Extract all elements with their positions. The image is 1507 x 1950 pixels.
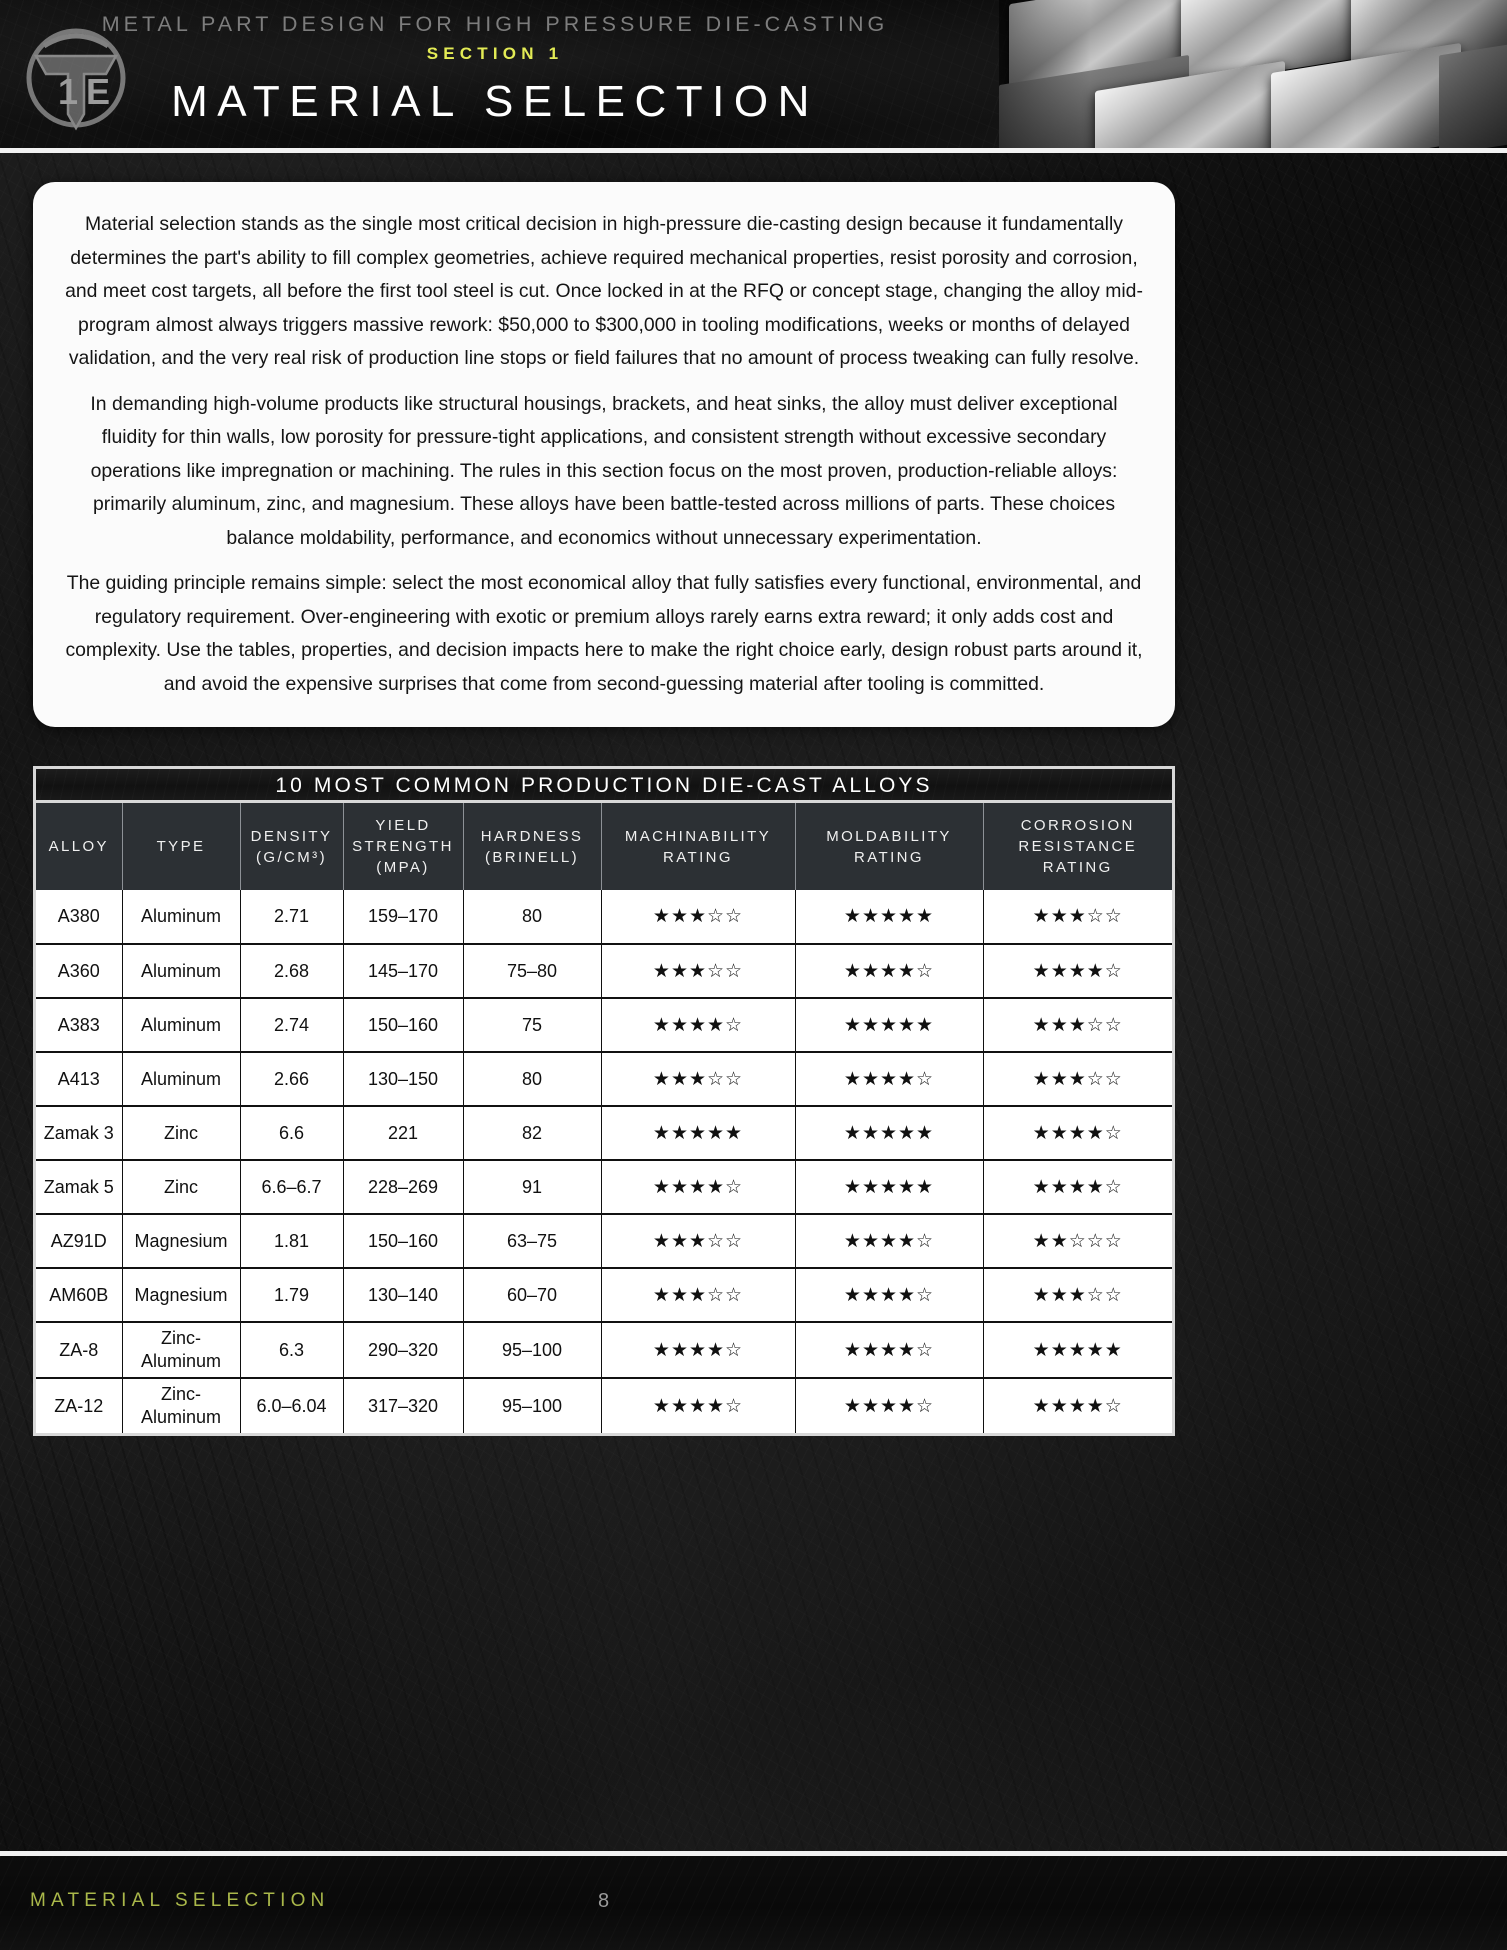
intro-paragraph-2: In demanding high-volume products like structural housings, brackets, and heat sinks, the alloy must deliver exceptional fluidity for thin walls, low porosity for pressure-tight applications, and consistent strength without excessive secondary operations like impregnation or machining. The rules in this section focus on the most proven, production-reliable alloys: primarily aluminum, zinc, and magnesium. These alloys have been battle-tested across millions of parts. These choices balance moldability, performance, and economics without unnecessary experimentation. [90, 392, 1118, 549]
cell-corrosion-stars: ★★★★☆ [1032, 1122, 1123, 1144]
cell-corrosion [983, 1322, 1172, 1378]
cell-density: 2.74 [240, 998, 343, 1052]
cell-alloy: A360 [36, 944, 122, 998]
column-header-type [122, 803, 240, 890]
cell-density: 6.0–6.04 [240, 1378, 343, 1433]
cell-corrosion-stars: ★★★★☆ [1032, 1176, 1123, 1198]
cell-moldability-stars: ★★★★☆ [843, 1230, 935, 1252]
cell-type: Zinc [122, 1106, 240, 1160]
cell-moldability-stars: ★★★★☆ [843, 1339, 935, 1361]
column-header-moldability [795, 803, 983, 890]
cell-machinability-stars: ★★★★☆ [652, 1395, 744, 1417]
cell-moldability-stars: ★★★★☆ [843, 1284, 935, 1306]
cell-machinability [601, 1378, 795, 1433]
intro-paragraph-1: Material selection stands as the single most critical decision in high-pressure die-casting design because it fundamentally determines the part's ability to fill complex geometries, achieve required mechanical properties, resist porosity and corrosion, and meet cost targets, all before the first tool steel is cut. Once locked in at the RFQ or concept stage, changing the alloy mid-program almost always triggers massive rework: $50,000 to $300,000 in tooling modifications, weeks or months of delayed validation, and the very real risk of production line stops or field failures that no amount of process tweaking can fully resolve. [65, 213, 1143, 369]
cell-corrosion-stars: ★★★☆☆ [1032, 1284, 1123, 1306]
cell-alloy: Zamak 5 [36, 1160, 122, 1214]
cell-hardness: 80 [463, 1052, 601, 1106]
column-header-yield-line-1: YIELD [375, 817, 431, 834]
cell-machinability [601, 890, 795, 944]
cell-machinability [601, 1052, 795, 1106]
cell-density: 1.81 [240, 1214, 343, 1268]
cell-alloy: A413 [36, 1052, 122, 1106]
cell-moldability [795, 1378, 983, 1433]
cell-machinability-stars: ★★★☆☆ [652, 960, 744, 982]
table-row [36, 998, 1172, 1052]
cell-corrosion [983, 1160, 1172, 1214]
cell-machinability-stars: ★★★★☆ [652, 1014, 744, 1036]
cell-corrosion [983, 890, 1172, 944]
cell-type: Zinc-Aluminum [122, 1378, 240, 1433]
svg-text:1: 1 [58, 71, 79, 112]
column-header-machinability-line-2: RATING [663, 848, 733, 866]
cell-machinability-stars: ★★★☆☆ [652, 906, 744, 927]
table-row [36, 944, 1172, 998]
cell-corrosion-stars: ★★★☆☆ [1032, 1068, 1123, 1090]
cell-moldability-stars: ★★★★★ [843, 906, 935, 927]
table-row [36, 1268, 1172, 1322]
column-header-corrosion-line-3: RATING [1042, 859, 1113, 876]
cell-density: 2.68 [240, 944, 343, 998]
cell-type: Aluminum [122, 890, 240, 944]
cell-moldability-stars: ★★★★★ [843, 1176, 935, 1198]
cell-hardness: 95–100 [463, 1378, 601, 1433]
cell-moldability [795, 890, 983, 944]
cell-yield-strength: 159–170 [343, 890, 463, 944]
cell-corrosion-stars: ★★★☆☆ [1032, 906, 1123, 927]
column-header-machinability [601, 803, 795, 890]
cell-moldability [795, 998, 983, 1052]
cell-yield-strength: 317–320 [343, 1378, 463, 1433]
cell-machinability [601, 1268, 795, 1322]
cell-corrosion-stars: ★★★★☆ [1032, 960, 1123, 982]
column-header-density-line-1: DENSITY [250, 827, 333, 845]
header-section-label: SECTION 1 [426, 44, 564, 63]
cell-type: Magnesium [122, 1268, 240, 1322]
page-header [0, 0, 1507, 153]
cell-type: Aluminum [122, 998, 240, 1052]
cell-machinability [601, 1106, 795, 1160]
cell-machinability [601, 1214, 795, 1268]
table-row [36, 1378, 1172, 1433]
cell-yield-strength: 150–160 [343, 998, 463, 1052]
intro-paragraph-3: The guiding principle remains simple: select the most economical alloy that fully satisfies every functional, environmental, and regulatory requirement. Over-engineering with exotic or premium alloys rarely earns extra reward; it only adds cost and complexity. Use the tables, properties, and decision impacts here to make the right choice early, design robust parts around it, and avoid the expensive surprises that come from second-guessing material after tooling is committed. [65, 572, 1143, 695]
table-row [36, 890, 1172, 944]
cell-alloy: A380 [36, 890, 122, 944]
cell-corrosion [983, 1214, 1172, 1268]
cell-yield-strength: 150–160 [343, 1214, 463, 1268]
cell-hardness: 95–100 [463, 1322, 601, 1378]
cell-moldability-stars: ★★★★★ [843, 1122, 935, 1144]
footer-section-label: MATERIAL SELECTION [30, 1890, 330, 1911]
table-row [36, 1160, 1172, 1214]
cell-moldability [795, 1106, 983, 1160]
cell-machinability-stars: ★★★★☆ [652, 1176, 744, 1198]
cell-moldability-stars: ★★★★☆ [843, 960, 935, 982]
column-header-corrosion-line-1: CORROSION [1020, 817, 1135, 834]
cell-moldability [795, 1268, 983, 1322]
cell-hardness: 60–70 [463, 1268, 601, 1322]
cell-machinability [601, 1160, 795, 1214]
cell-yield-strength: 228–269 [343, 1160, 463, 1214]
cell-corrosion-stars: ★★★★☆ [1032, 1395, 1123, 1417]
column-header-corrosion-line-2: RESISTANCE [1018, 838, 1138, 855]
cell-machinability-stars: ★★★☆☆ [652, 1284, 744, 1306]
cell-moldability [795, 1052, 983, 1106]
cell-hardness: 75 [463, 998, 601, 1052]
table-header-row [36, 803, 1172, 890]
cell-type: Zinc [122, 1160, 240, 1214]
page-footer [0, 1856, 1507, 1950]
cell-type: Magnesium [122, 1214, 240, 1268]
alloy-table-title: 10 MOST COMMON PRODUCTION DIE-CAST ALLOYS [36, 769, 1172, 803]
cell-alloy: AM60B [36, 1268, 122, 1322]
column-header-hardness [463, 803, 601, 890]
cell-moldability-stars: ★★★★☆ [843, 1068, 935, 1090]
cell-corrosion-stars: ★★☆☆☆ [1032, 1230, 1123, 1252]
cell-corrosion [983, 1106, 1172, 1160]
alloy-table-header [36, 803, 1172, 890]
header-kicker: METAL PART DESIGN FOR HIGH PRESSURE DIE-CASTING [101, 12, 889, 36]
cell-density: 6.6 [240, 1106, 343, 1160]
column-header-hardness-line-2: (BRINELL) [484, 848, 580, 866]
cell-corrosion-stars: ★★★★★ [1032, 1339, 1123, 1361]
cell-type: Aluminum [122, 944, 240, 998]
cell-machinability [601, 1322, 795, 1378]
cell-moldability [795, 1322, 983, 1378]
cell-alloy: Zamak 3 [36, 1106, 122, 1160]
cell-alloy: ZA-12 [36, 1378, 122, 1433]
column-header-yield-line-2: STRENGTH [352, 838, 454, 855]
cell-corrosion [983, 1052, 1172, 1106]
column-header-machinability-line-1: MACHINABILITY [624, 827, 772, 845]
cell-moldability [795, 944, 983, 998]
table-row [36, 1214, 1172, 1268]
column-header-yield-strength [343, 803, 463, 890]
cell-corrosion [983, 1378, 1172, 1433]
cell-machinability-stars: ★★★★☆ [652, 1339, 744, 1361]
cell-moldability [795, 1214, 983, 1268]
cell-yield-strength: 290–320 [343, 1322, 463, 1378]
column-header-hardness-line-1: HARDNESS [480, 827, 584, 845]
footer-page-number: 8 [597, 1890, 610, 1912]
cell-machinability [601, 944, 795, 998]
alloy-table-container [33, 766, 1175, 1436]
cell-hardness: 91 [463, 1160, 601, 1214]
cell-type: Zinc-Aluminum [122, 1322, 240, 1378]
column-header-moldability-line-2: RATING [854, 848, 924, 866]
cell-density: 6.3 [240, 1322, 343, 1378]
cell-yield-strength: 145–170 [343, 944, 463, 998]
cell-yield-strength: 130–140 [343, 1268, 463, 1322]
column-header-yield-line-3: (MPA) [376, 859, 430, 876]
table-row [36, 1052, 1172, 1106]
cell-corrosion [983, 944, 1172, 998]
cell-density: 6.6–6.7 [240, 1160, 343, 1214]
column-header-alloy-line-1: ALLOY [48, 838, 109, 855]
table-row [36, 1322, 1172, 1378]
alloy-table-body [36, 890, 1172, 1433]
cell-corrosion [983, 1268, 1172, 1322]
cell-moldability-stars: ★★★★☆ [843, 1395, 935, 1417]
cell-hardness: 82 [463, 1106, 601, 1160]
intro-section [33, 182, 1175, 727]
column-header-density-line-2: (G/CM³) [256, 848, 327, 866]
cell-hardness: 75–80 [463, 944, 601, 998]
cell-type: Aluminum [122, 1052, 240, 1106]
cell-moldability-stars: ★★★★★ [843, 1014, 935, 1036]
header-ingot-photo [999, 0, 1507, 153]
cell-alloy: AZ91D [36, 1214, 122, 1268]
cell-hardness: 63–75 [463, 1214, 601, 1268]
cell-machinability-stars: ★★★☆☆ [652, 1230, 744, 1252]
column-header-density [240, 803, 343, 890]
cell-density: 2.66 [240, 1052, 343, 1106]
cell-density: 2.71 [240, 890, 343, 944]
column-header-type-line-1: TYPE [156, 838, 206, 855]
cell-density: 1.79 [240, 1268, 343, 1322]
page-title: MATERIAL SELECTION [171, 77, 819, 126]
column-header-corrosion [983, 803, 1172, 890]
alloy-table [36, 803, 1172, 1433]
table-row [36, 1106, 1172, 1160]
cell-yield-strength: 221 [343, 1106, 463, 1160]
cell-alloy: ZA-8 [36, 1322, 122, 1378]
cell-machinability-stars: ★★★★★ [652, 1122, 744, 1144]
cell-alloy: A383 [36, 998, 122, 1052]
intro-card [33, 182, 1175, 727]
column-header-moldability-line-1: MOLDABILITY [826, 827, 952, 845]
cell-moldability [795, 1160, 983, 1214]
cell-corrosion [983, 998, 1172, 1052]
column-header-alloy [36, 803, 122, 890]
cell-machinability [601, 998, 795, 1052]
cell-corrosion-stars: ★★★☆☆ [1032, 1014, 1123, 1036]
cell-hardness: 80 [463, 890, 601, 944]
svg-text:E: E [86, 71, 111, 112]
cell-yield-strength: 130–150 [343, 1052, 463, 1106]
cell-machinability-stars: ★★★☆☆ [652, 1068, 744, 1090]
